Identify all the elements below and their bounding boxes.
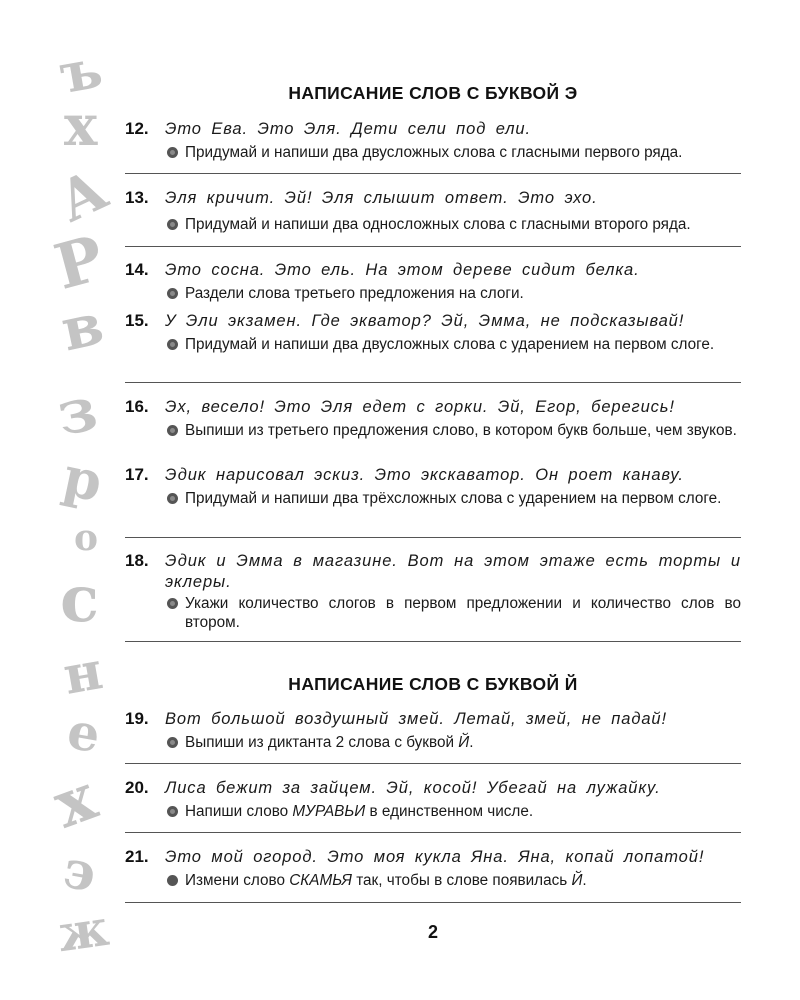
margin-letter: в [55, 289, 109, 365]
margin-letter: ъ [54, 35, 107, 107]
exercise-number: 21. [125, 847, 149, 866]
bullet-icon [167, 598, 178, 609]
margin-letter: о [74, 517, 99, 559]
exercise-task [167, 489, 741, 508]
divider [125, 246, 741, 247]
exercise-task-text: Выпиши из диктанта 2 слова с буквой [185, 734, 459, 751]
exercise-task [167, 284, 741, 303]
exercise-number: 14. [125, 260, 149, 279]
margin-letter: х [64, 93, 98, 159]
exercise-sentence: Вот большой воздушный змей. Летай, змей, не падай! [165, 710, 667, 728]
margin-letter: А [48, 156, 118, 236]
exercise-task-text: Раздели слова третьего предложения на слоги. [185, 285, 524, 302]
divider [125, 173, 741, 174]
exercise-number: 13. [125, 188, 149, 207]
exercise-task [167, 421, 741, 440]
margin-letter: е [63, 700, 105, 765]
exercise-task-text: Придумай и напиши два двусложных слова с гласными первого ряда. [185, 144, 683, 161]
margin-letter: н [58, 640, 107, 707]
exercise-task-emphasis: СКАМЬЯ [289, 872, 352, 889]
divider [125, 832, 741, 833]
divider [125, 902, 741, 903]
exercise-task [167, 802, 741, 821]
bullet-icon [167, 425, 178, 436]
exercise-task [167, 215, 741, 234]
exercise-number: 20. [125, 778, 149, 797]
decorative-margin-letters [0, 0, 135, 1000]
exercise-task-text: так, чтобы в слове появилась [351, 872, 572, 889]
exercise-task [167, 733, 741, 752]
divider [125, 641, 741, 642]
margin-letter: Р [47, 221, 112, 304]
margin-letter: р [57, 443, 109, 515]
exercise-sentence: Эля кричит. Эй! Эля слышит ответ. Это эхо. [165, 189, 598, 207]
bullet-icon [167, 875, 178, 886]
exercise-task-text: Придумай и напиши два трёхсложных слова с ударением на первом слоге. [185, 490, 722, 507]
exercise-task-text: Придумай и напиши два двусложных слова с ударением на первом слоге. [185, 336, 715, 353]
exercise-sentence: Эдик нарисовал эскиз. Это экскаватор. Он роет канаву. [165, 466, 684, 484]
exercise-number: 18. [125, 551, 149, 570]
exercise-task-text: Измени слово [185, 872, 290, 889]
exercise-sentence: Эх, весело! Это Эля едет с горки. Эй, Егор, берегись! [165, 398, 675, 416]
exercise-task-text: . [582, 872, 587, 889]
exercise-task-text: Придумай и напиши два односложных слова с гласными второго ряда. [185, 216, 691, 233]
exercise-number: 12. [125, 119, 149, 138]
exercise-task-emphasis: Й [571, 872, 583, 889]
bullet-icon [167, 737, 178, 748]
exercise-task-emphasis: МУРАВЬИ [292, 803, 366, 820]
exercise-task-text: Укажи количество слогов в первом предложении и количество слов во втором. [185, 595, 741, 631]
exercise-sentence: Эдик и Эмма в магазине. Вот на этом этаже есть торты и эклеры. [165, 552, 741, 591]
exercise-sentence: Это Ева. Это Эля. Дети сели под ели. [165, 120, 531, 138]
section-title-i: НАПИСАНИЕ СЛОВ С БУКВОЙ Й [288, 674, 578, 694]
divider [125, 382, 741, 383]
section-title-e: НАПИСАНИЕ СЛОВ С БУКВОЙ Э [288, 83, 578, 103]
exercise-sentence: У Эли экзамен. Где экватор? Эй, Эмма, не подсказывай! [165, 312, 685, 330]
bullet-icon [167, 339, 178, 350]
exercise-task-text: в единственном числе. [365, 803, 534, 820]
margin-letter: х [44, 759, 106, 844]
exercise-task-text: Выпиши из третьего предложения слово, в котором букв больше, чем звуков. [185, 422, 737, 439]
exercise-task [167, 594, 741, 632]
exercise-number: 19. [125, 709, 149, 728]
page-number: 2 [427, 922, 438, 942]
bullet-icon [167, 493, 178, 504]
margin-letter: з [52, 374, 103, 450]
exercise-task-text: . [469, 734, 474, 751]
margin-letter: с [60, 562, 99, 637]
exercise-sentence: Это сосна. Это ель. На этом дереве сидит белка. [165, 261, 640, 279]
exercise-task-emphasis: Й [458, 734, 470, 751]
divider [125, 763, 741, 764]
exercise-number: 15. [125, 311, 149, 330]
bullet-icon [167, 806, 178, 817]
exercise-task-text: Напиши слово [185, 803, 293, 820]
exercise-task [167, 143, 741, 162]
margin-letter: э [59, 838, 101, 905]
divider [125, 537, 741, 538]
exercise-number: 16. [125, 397, 149, 416]
bullet-icon [167, 219, 178, 230]
exercise-number: 17. [125, 465, 149, 484]
exercise-sentence: Лиса бежит за зайцем. Эй, косой! Убегай на лужайку. [165, 779, 661, 797]
bullet-icon [167, 288, 178, 299]
margin-letter: ж [54, 897, 113, 964]
exercise-sentence: Это мой огород. Это моя кукла Яна. Яна, копай лопатой! [165, 848, 705, 866]
exercise-task [167, 871, 741, 890]
bullet-icon [167, 147, 178, 158]
exercise-task [167, 335, 741, 354]
